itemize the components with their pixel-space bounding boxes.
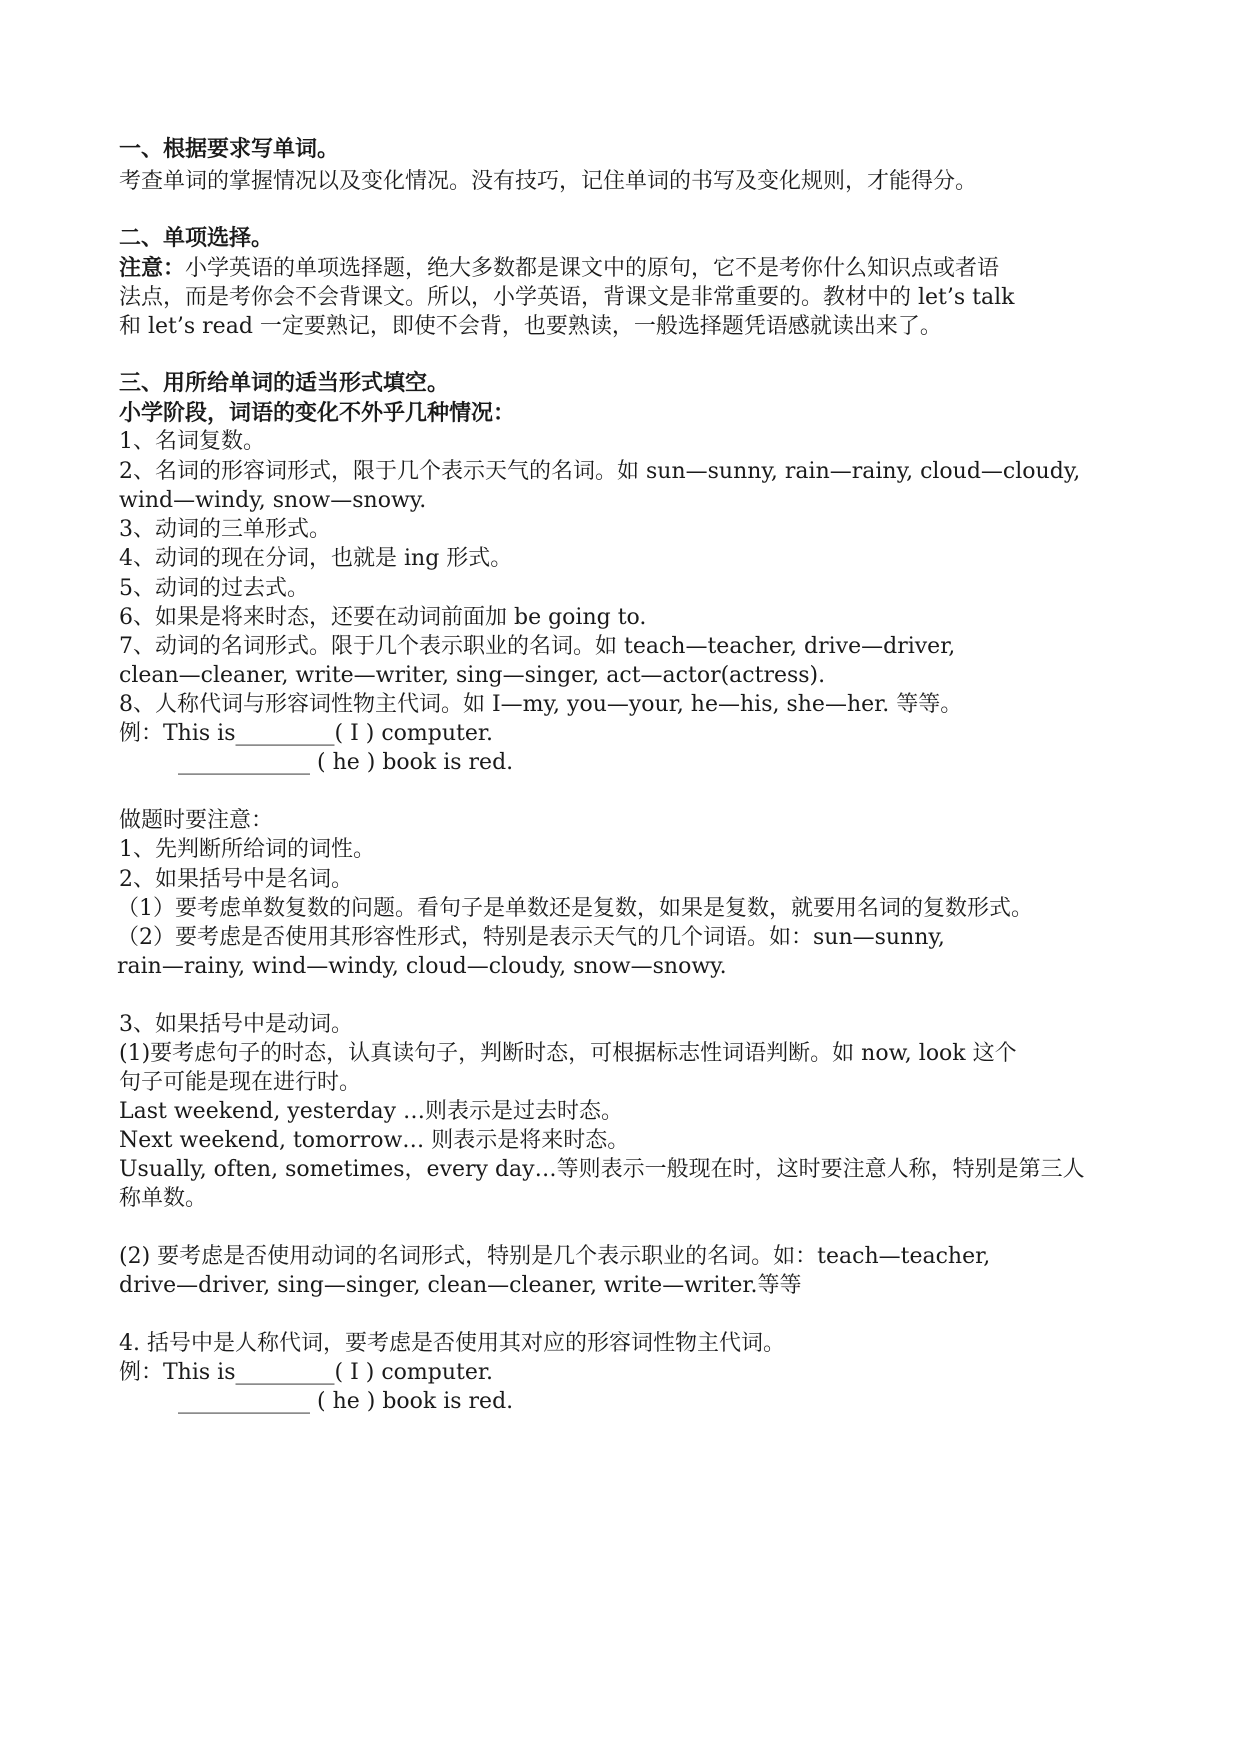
example-line-2: ____________ ( he ) book is red. (178, 750, 514, 775)
note-text: 小学英语的单项选择题，绝大多数都是课文中的原句，它不是考你什么知识点或者语 (185, 256, 1000, 281)
tip-3a-line-1: (1)要考虑句子的时态，认真读句子，判断时态，可根据标志性词语判断。如 now, look 这个 (119, 1041, 1017, 1066)
tips-title: 做题时要注意： (119, 808, 274, 833)
list-item: 2、名词的形容词形式，限于几个表示天气的名词。如 sun—sunny, rain—rainy, cloud—cloudy, (119, 459, 1081, 484)
section-3-subheading: 小学阶段，词语的变化不外乎几种情况： (119, 400, 516, 426)
tip-3a-line-5: Usually, often, sometimes，every day…等则表示一般现在时，这时要注意人称，特别是第三人 (119, 1157, 1085, 1182)
list-item: 1、名词复数。 (119, 429, 265, 454)
tip-2b: （2）要考虑是否使用其形容性形式，特别是表示天气的几个词语。如：sun—sunny, (117, 925, 945, 950)
list-item: 7、动词的名词形式。限于几个表示职业的名词。如 teach—teacher, drive—driver, (119, 634, 956, 659)
tip-3b-line-2: drive—driver, sing—singer, clean—cleaner, write—writer.等等 (119, 1273, 802, 1298)
tip-2: 2、如果括号中是名词。 (119, 867, 353, 892)
tip-4-example-2: ____________ ( he ) book is red. (178, 1389, 514, 1414)
list-item: wind—windy, snow—snowy. (119, 488, 427, 513)
tip-1: 1、先判断所给词的词性。 (119, 837, 375, 862)
section-2-note-line-2: 法点，而是考你会不会背课文。所以，小学英语，背课文是非常重要的。教材中的 let’s talk (119, 285, 1015, 310)
tip-3: 3、如果括号中是动词。 (119, 1012, 353, 1037)
section-2-note-line-3: 和 let’s read 一定要熟记，即使不会背，也要熟读，一般选择题凭语感就读出来了。 (119, 314, 942, 339)
tip-2a: （1）要考虑单数复数的问题。看句子是单数还是复数，如果是复数，就要用名词的复数形式。 (117, 896, 1034, 921)
section-1-body: 考查单词的掌握情况以及变化情况。没有技巧，记住单词的书写及变化规则，才能得分。 (119, 169, 978, 194)
section-2-heading: 二、单项选择。 (119, 225, 274, 251)
list-item: 3、动词的三单形式。 (119, 517, 331, 542)
list-item: clean—cleaner, write—writer, sing—singer, act—actor(actress). (119, 663, 826, 688)
tip-3a-line-2: 句子可能是现在进行时。 (119, 1070, 362, 1095)
tip-3a-line-3: Last weekend, yesterday …则表示是过去时态。 (119, 1099, 624, 1124)
tip-4-example-1: 例：This is_________( I ) computer. (119, 1360, 493, 1385)
tip-3b-line-1: (2) 要考虑是否使用动词的名词形式，特别是几个表示职业的名词。如：teach—teacher, (119, 1244, 991, 1269)
section-3-heading: 三、用所给单词的适当形式填空。 (119, 370, 450, 396)
list-item: 4、动词的现在分词，也就是 ing 形式。 (119, 546, 513, 571)
tip-2b-cont: rain—rainy, wind—windy, cloud—cloudy, snow—snowy. (117, 954, 727, 979)
list-item: 6、如果是将来时态，还要在动词前面加 be going to. (119, 605, 647, 630)
tip-3a-line-4: Next weekend, tomorrow… 则表示是将来时态。 (119, 1128, 630, 1153)
list-item: 8、人称代词与形容词性物主代词。如 I—my, you—your, he—his, she—her. 等等。 (119, 692, 963, 717)
note-label: 注意： (119, 255, 186, 281)
section-1-heading: 一、根据要求写单词。 (119, 136, 340, 162)
tip-3a-line-6: 称单数。 (119, 1186, 208, 1211)
example-line-1: 例：This is_________( I ) computer. (119, 721, 493, 746)
section-2-note-line-1 (119, 252, 1129, 285)
list-item: 5、动词的过去式。 (119, 576, 309, 601)
tip-4: 4. 括号中是人称代词，要考虑是否使用其对应的形容词性物主代词。 (119, 1331, 785, 1356)
